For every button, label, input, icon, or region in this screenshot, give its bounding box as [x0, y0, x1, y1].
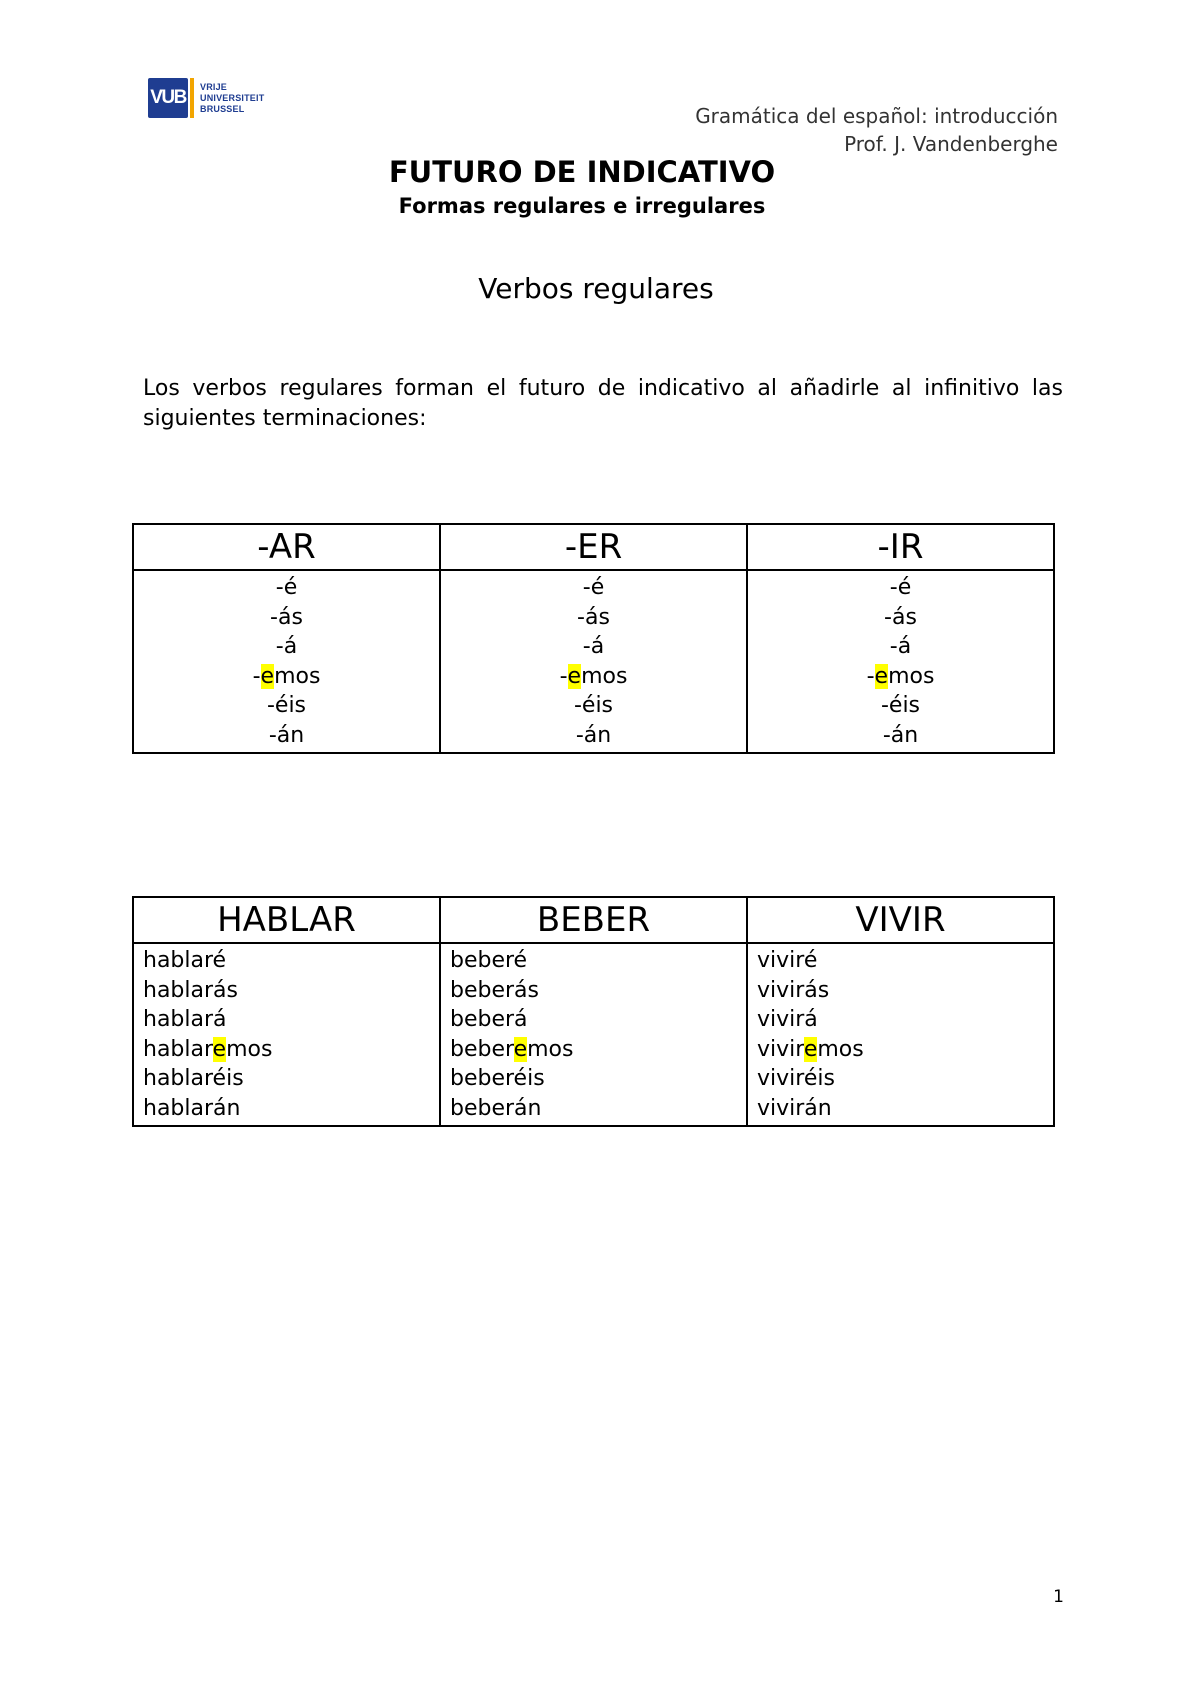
conjugation-table	[132, 896, 1055, 1127]
form-line	[134, 691, 439, 721]
form-line	[143, 1005, 439, 1035]
form-text: -ás	[577, 604, 610, 630]
form-line	[441, 721, 746, 751]
course-name: Gramática del español: introducción	[695, 104, 1058, 128]
form-line	[134, 603, 439, 633]
form-line	[143, 1094, 439, 1124]
form-line	[134, 573, 439, 603]
form-text: hablará	[143, 1007, 227, 1032]
form-text: -á	[889, 634, 912, 659]
table-header-row	[133, 897, 1054, 943]
form-text: -	[866, 663, 875, 689]
form-line	[450, 1035, 746, 1065]
form-line	[748, 691, 1053, 721]
form-text: beberéis	[450, 1066, 545, 1091]
highlighted-letter: e	[567, 663, 582, 689]
form-text: mos	[888, 663, 935, 689]
form-line	[143, 946, 439, 976]
form-line	[748, 721, 1053, 751]
column-header: HABLAR	[133, 897, 440, 943]
form-text: hablar	[143, 1036, 213, 1062]
form-text: beberá	[450, 1007, 528, 1032]
form-text: hablaré	[143, 948, 227, 973]
form-text: -ás	[884, 604, 917, 630]
column-header: -IR	[747, 524, 1054, 570]
form-text: -ás	[270, 604, 303, 630]
form-line	[441, 603, 746, 633]
form-text: mos	[817, 1036, 864, 1062]
form-line	[143, 1035, 439, 1065]
conjugation-cell	[133, 943, 440, 1126]
endings-cell	[440, 570, 747, 753]
form-text: -é	[889, 575, 912, 600]
form-text: vivirán	[757, 1095, 832, 1121]
form-line	[757, 1005, 1053, 1035]
form-text: -é	[275, 575, 298, 600]
logo-line: BRUSSEL	[200, 103, 245, 114]
form-text: -	[559, 663, 568, 689]
highlighted-letter: e	[260, 663, 275, 689]
logo-wordmark	[200, 82, 264, 115]
form-line	[441, 632, 746, 662]
highlighted-letter: e	[212, 1036, 227, 1062]
column-header: BEBER	[440, 897, 747, 943]
form-line	[143, 976, 439, 1006]
intro-paragraph: Los verbos regulares forman el futuro de indicativo al añadirle al infinitivo las siguientes terminaciones:	[143, 376, 1063, 431]
form-text: -án	[882, 722, 919, 748]
form-line	[134, 662, 439, 692]
column-header: -ER	[440, 524, 747, 570]
form-text: -án	[575, 722, 612, 748]
form-line	[441, 662, 746, 692]
form-line	[757, 1094, 1053, 1124]
form-text: mos	[581, 663, 628, 689]
form-text: viviréis	[757, 1066, 835, 1091]
form-line	[134, 632, 439, 662]
highlighted-letter: e	[803, 1036, 818, 1062]
logo-line: VRIJE	[200, 81, 228, 92]
form-text: -	[252, 663, 261, 689]
vub-logo-mark	[148, 78, 188, 118]
form-line	[441, 573, 746, 603]
table-body-row	[133, 943, 1054, 1126]
form-text: beberán	[450, 1095, 542, 1121]
form-text: -é	[582, 575, 605, 600]
logo-line: UNIVERSITEIT	[200, 92, 265, 103]
highlighted-letter: e	[874, 663, 889, 689]
logo-accent-bar	[190, 78, 194, 118]
logo-mark-text: VUB	[150, 87, 186, 108]
table-body-row	[133, 570, 1054, 753]
form-text: mos	[226, 1036, 273, 1062]
form-line	[757, 1035, 1053, 1065]
form-line	[748, 573, 1053, 603]
table-header-row	[133, 524, 1054, 570]
form-line	[748, 603, 1053, 633]
form-line	[757, 946, 1053, 976]
professor-name: Prof. J. Vandenberghe	[844, 132, 1058, 156]
form-text: -éis	[573, 693, 614, 718]
form-line	[757, 1064, 1053, 1094]
endings-cell	[747, 570, 1054, 753]
document-header	[695, 102, 1058, 158]
form-text: viviré	[757, 948, 818, 973]
conjugation-cell	[440, 943, 747, 1126]
conjugation-cell	[747, 943, 1054, 1126]
form-text: -á	[582, 634, 605, 659]
page-number: 1	[1053, 1587, 1064, 1607]
form-text: mos	[527, 1036, 574, 1062]
form-line	[450, 976, 746, 1006]
section-heading: Verbos regulares	[478, 272, 714, 305]
form-text: vivirás	[757, 977, 830, 1003]
form-text: hablarás	[143, 977, 238, 1003]
form-text: mos	[274, 663, 321, 689]
form-line	[757, 976, 1053, 1006]
page-subtitle: Formas regulares e irregulares	[398, 194, 766, 218]
vub-logo	[148, 78, 264, 118]
column-header: -AR	[133, 524, 440, 570]
highlighted-letter: e	[513, 1036, 528, 1062]
form-line	[748, 632, 1053, 662]
form-line	[134, 721, 439, 751]
form-text: beber	[450, 1036, 514, 1062]
endings-cell	[133, 570, 440, 753]
form-text: -éis	[266, 693, 307, 718]
form-text: hablarán	[143, 1095, 241, 1121]
form-line	[450, 1064, 746, 1094]
form-text: hablaréis	[143, 1066, 244, 1091]
endings-table	[132, 523, 1055, 754]
form-text: vivir	[757, 1036, 804, 1062]
form-line	[748, 662, 1053, 692]
form-text: -án	[268, 722, 305, 748]
column-header: VIVIR	[747, 897, 1054, 943]
form-text: beberé	[450, 948, 528, 973]
form-line	[450, 946, 746, 976]
form-line	[143, 1064, 439, 1094]
form-text: vivirá	[757, 1007, 818, 1032]
form-text: -á	[275, 634, 298, 659]
form-line	[450, 1005, 746, 1035]
form-line	[450, 1094, 746, 1124]
form-line	[441, 691, 746, 721]
page-title: FUTURO DE INDICATIVO	[388, 155, 776, 189]
form-text: beberás	[450, 977, 539, 1003]
form-text: -éis	[880, 693, 921, 718]
